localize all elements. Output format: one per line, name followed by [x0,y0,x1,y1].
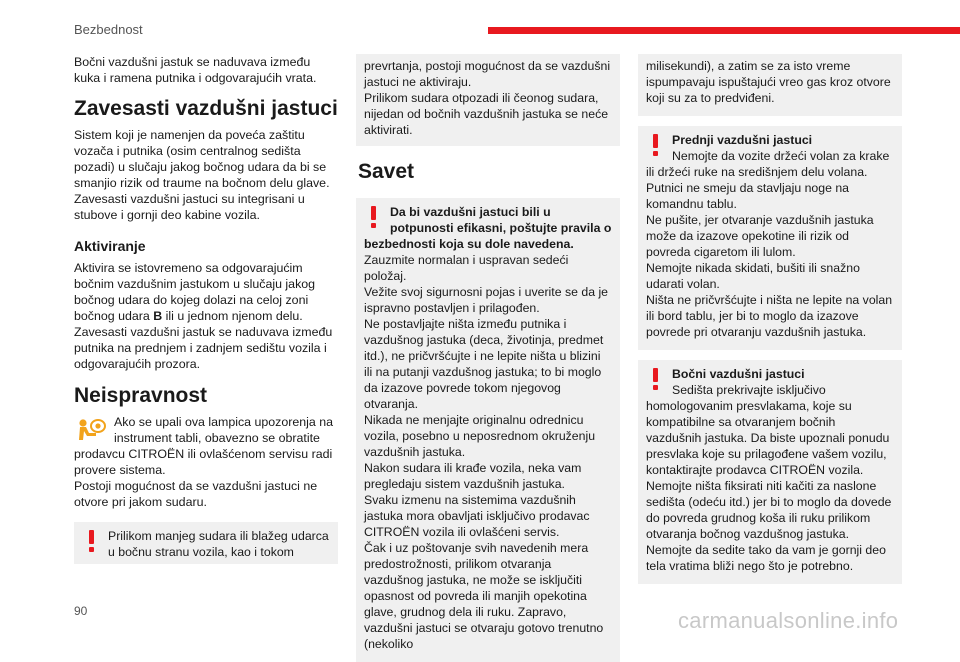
advice-bold-text: Da bi vazdušni jastuci bili u potpunosti efikasni, poštujte pravila o bezbednosti koja su dole navedena. [364,205,612,251]
column-middle [356,54,620,662]
advice-paragraph: Čak i uz poštovanje svih navedenih mera predostrožnosti, prilikom otvaranja vazdušnog jastuka, ne može se isključiti opasnost od povreda ili manjih opekotina glave, grudnog dela ili ruku. Zapravo, vazdušni jastuci se otvaraju gotovo trenutno (nekoliko [364,541,604,651]
advice-box [356,198,620,662]
header-accent-bar [488,27,960,34]
warning-box-side-impact [74,522,338,564]
continued-text: prevrtanja, postoji mogućnost da se vazdušni jastuci ne aktiviraju. [364,59,611,89]
continued-warning-box [356,54,620,146]
curtain-airbags-heading: Zavesasti vazdušni jastuci [74,97,338,120]
fault-text-2: Postoji mogućnost da se vazdušni jastuci ne otvore pri jakom sudaru. [74,479,318,509]
fault-block [74,414,338,510]
column-left [74,54,338,564]
warning-exclamation-icon [368,206,380,228]
warning-exclamation-icon [650,368,662,390]
front-airbags-box [638,126,902,350]
column-right [638,54,902,584]
warning-exclamation-icon [650,134,662,156]
advice-paragraph: Nikada ne menjajte originalnu odrednicu vozila, posebno u neposrednom okruženju vazdušnih jastuka. [364,413,596,459]
activation-text-end: ili u jednom njenom delu. [162,309,303,323]
side-paragraph: Nemojte da sedite tako da vam je gornji deo tela vratima bliži nego što je potrebno. [646,543,886,573]
warning-exclamation-icon [86,530,98,552]
intro-text: Bočni vazdušni jastuk se naduvava između kuka i ramena putnika i odgovarajućih vrata. [74,55,317,85]
fault-heading: Neispravnost [74,384,208,407]
continued-box [638,54,902,116]
fault-text: Ako se upali ova lampica upozorenja na instrument tabli, obavezno se obratite prodavcu CITROËN ili ovlašćenom servisu radi provere sistema. [74,415,334,477]
side-paragraph: Nemojte ništa fiksirati niti kačiti za naslone sedišta (odeću itd.) jer bi to moglo da dovede do povreda grudnog koša ili ruku prilikom otvaranja bočnog vazdušnog jastuka. [646,479,892,541]
watermark: carmanualsonline.info [678,608,899,633]
front-paragraph: Ne pušite, jer otvaranje vazdušnih jastuka može da izazove opekotine ili rizik od povreda cigaretom ili lulom. [646,213,874,259]
front-paragraph: Nemojte nikada skidati, bušiti ili snažno udarati volan. [646,261,860,291]
warning-box-text: Prilikom manjeg sudara ili blažeg udarca u bočnu stranu vozila, kao i tokom [108,529,329,559]
section-title: Bezbednost [74,22,143,37]
advice-paragraph: Ne postavljajte ništa između putnika i vazdušnog jastuka (deca, životinja, predmet itd.), ne pričvršćujte i ne lepite ništa u blizini ili na putanji vazdušnog jastuka; to bi moglo da izazove povrede tokom njegovog otvaranja. [364,317,604,411]
front-paragraph: Ništa ne pričvršćujte i ništa ne lepite na volan ili bord tablu, jer bi to moglo da izazove povrede pri otvaranju vazdušnih jastuka. [646,293,893,339]
front-airbags-title: Prednji vazdušni jastuci [672,133,813,147]
advice-paragraph: Zauzmite normalan i uspravan sedeći položaj. [364,253,569,283]
activation-text [74,260,338,324]
page-number: 90 [74,604,88,618]
continued-text: milisekundi), a zatim se za isto vreme ispumpavaju ispuštajući vreo gas kroz otvore koji su za to predviđeni. [646,59,891,105]
curtain-text-2: Zavesasti vazdušni jastuci su integrisani u stubove i gornji deo kabine vozila. [74,192,305,222]
activation-text-2: Zavesasti vazdušni jastuk se naduvava između putnika na prednjem i zadnjem sedištu vozila i odgovarajućih prozora. [74,325,333,371]
activation-heading: Aktiviranje [74,238,146,254]
zone-label: B [153,309,163,323]
advice-paragraph: Svaku izmenu na sistemima vazdušnih jastuka mora obavljati isključivo prodavac CITROËN vozila ili ovlašćeni servis. [364,493,590,539]
airbag-warning-lamp-icon [74,414,108,444]
curtain-text: Sistem koji je namenjen da poveća zaštitu vozača i putnika (osim centralnog sedišta pozadi) u slučaju jakog bočnog udara da bi se smanjio rizik od traume na bočnom delu glave. [74,128,330,190]
advice-heading: Savet [358,160,415,183]
side-paragraph: Sedišta prekrivajte isključivo homologovanim presvlakama, koje su kompatibilne sa otvaranjem bočnih vazdušnih jastuka. Da biste upoznali ponudu presvlaka koje su prilagođene vašem vozilu, kontaktirajte prodavca CITROËN vozila. [646,383,890,477]
side-airbags-box [638,360,902,584]
side-airbags-title: Bočni vazdušni jastuci [672,367,805,381]
continued-text-2: Prilikom sudara otpozadi ili čeonog sudara, nijedan od bočnih vazdušnih jastuka se neće aktivirati. [364,91,609,137]
front-paragraph: Nemojte da vozite držeći volan za krake ili držeći ruke na središnjem delu volana. [646,149,890,179]
advice-paragraph: Nakon sudara ili krađe vozila, neka vam pregledaju sistem vazdušnih jastuka. [364,461,582,491]
front-paragraph: Putnici ne smeju da stavljaju noge na komandnu tablu. [646,181,850,211]
advice-paragraph: Vežite svoj sigurnosni pojas i uverite se da je ispravno postavljen i prilagođen. [364,285,609,315]
activation-text-start: Aktivira se istovremeno sa odgovarajućim bočnim vazdušnim jastukom u slučaju jakog bočnog udara do kojeg dolazi na celoj zoni bočnog udara [74,261,316,323]
